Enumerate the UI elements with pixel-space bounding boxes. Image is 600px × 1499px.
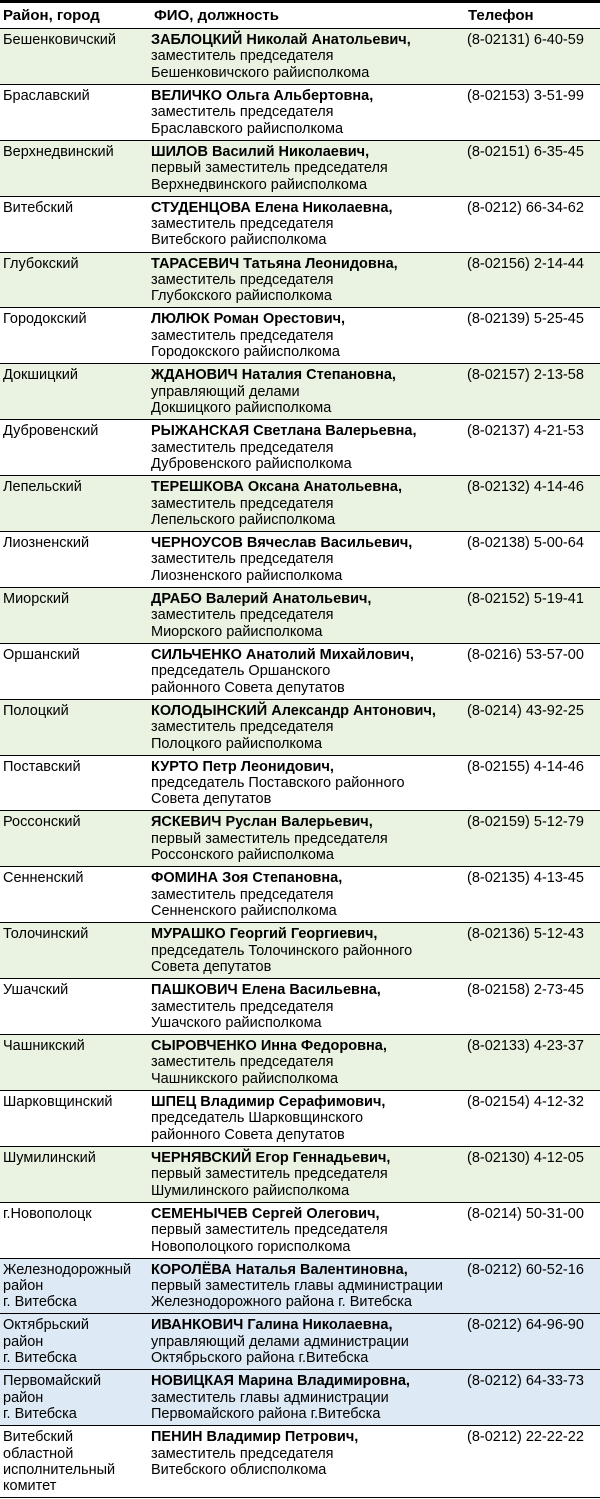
given-names: Василий Николаевич, xyxy=(207,143,370,160)
district-cell: Чашникский xyxy=(3,1038,85,1055)
given-names: Галина Николаевна, xyxy=(243,1317,393,1334)
surname: РЫЖАНСКАЯ xyxy=(151,423,250,440)
name-cell xyxy=(150,144,465,196)
given-names: Зоя Степановна, xyxy=(218,870,343,887)
table-row xyxy=(0,197,600,253)
phone-cell: (8-02135) 4-13-45 xyxy=(467,870,584,887)
surname: СТУДЕНЦОВА xyxy=(151,199,251,216)
phone-cell: (8-02159) 5-12-79 xyxy=(467,814,584,831)
name-cell xyxy=(150,870,465,922)
position-text: заместитель председателя Миорского райисполкома xyxy=(151,607,334,640)
district-cell: Полоцкий xyxy=(3,702,69,719)
surname: ЖДАНОВИЧ xyxy=(151,367,238,384)
given-names: Сергей Олегович, xyxy=(247,1205,380,1222)
district-cell: Бешенковичский xyxy=(3,32,117,48)
phone-cell: (8-0212) 22-22-22 xyxy=(467,1429,584,1446)
table-row xyxy=(0,364,600,420)
position-text: управляющий делами администрации Октябрьского района г.Витебска xyxy=(151,1333,409,1367)
full-name xyxy=(151,1373,465,1389)
surname: НОВИЦКАЯ xyxy=(151,1373,234,1390)
full-name xyxy=(151,1429,465,1445)
table-row xyxy=(0,644,600,700)
surname: СЕМЕНЫЧЕВ xyxy=(151,1205,248,1222)
given-names: Владимир Серафимович, xyxy=(196,1093,386,1110)
full-name xyxy=(151,32,465,48)
given-names: Инна Федоровна, xyxy=(256,1038,387,1055)
surname: ЯСКЕВИЧ xyxy=(151,814,222,831)
surname: КУРТО xyxy=(151,758,199,775)
phone-cell: (8-02132) 4-14-46 xyxy=(467,479,584,496)
name-cell xyxy=(150,1150,465,1202)
full-name xyxy=(151,982,465,998)
surname: ЧЕРНЯВСКИЙ xyxy=(151,1149,252,1166)
position-text: первый заместитель председателя Шумилинского райисполкома xyxy=(151,1166,388,1199)
surname: КОЛОДЫНСКИЙ xyxy=(151,702,268,719)
position-text: первый заместитель председателя Россонского райисполкома xyxy=(151,830,388,864)
full-name xyxy=(151,423,465,439)
full-name xyxy=(151,759,465,775)
surname: ЗАБЛОЦКИЙ xyxy=(151,32,243,48)
position-text: управляющий делами Докшицкого райисполкома xyxy=(151,383,332,417)
name-cell xyxy=(150,88,465,140)
table-header xyxy=(0,3,600,29)
district-cell: Дубровенский xyxy=(3,423,99,440)
phone-cell: (8-02131) 6-40-59 xyxy=(467,32,584,48)
surname: СИЛЬЧЕНКО xyxy=(151,646,242,663)
district-cell: Городокский xyxy=(3,311,87,328)
position-text: председатель Оршанского районного Совета депутатов xyxy=(151,663,345,696)
header-district: Район, город xyxy=(3,7,100,24)
phone-cell: (8-02157) 2-13-58 xyxy=(467,367,584,384)
full-name xyxy=(151,1038,465,1054)
position-text: заместитель председателя Витебского райисполкома xyxy=(151,216,334,249)
table-row xyxy=(0,532,600,588)
given-names: Николай Анатольевич, xyxy=(242,32,411,48)
position-text: первый заместитель председателя Верхнедвинского райисполкома xyxy=(151,160,388,193)
full-name xyxy=(151,479,465,495)
table-row xyxy=(0,811,600,867)
full-name xyxy=(151,367,465,383)
surname: ИВАНКОВИЧ xyxy=(151,1317,244,1334)
given-names: Владимир Петрович, xyxy=(202,1429,359,1446)
table-row xyxy=(0,29,600,85)
given-names: Ольга Альбертовна, xyxy=(222,87,374,104)
table-row xyxy=(0,1091,600,1147)
phone-cell: (8-02137) 4-21-53 xyxy=(467,423,584,440)
district-cell: Ушачский xyxy=(3,982,69,999)
surname: ЛЮЛЮК xyxy=(151,311,210,328)
table-row xyxy=(0,476,600,532)
full-name xyxy=(151,256,465,272)
full-name xyxy=(151,144,465,160)
full-name xyxy=(151,535,465,551)
given-names: Марина Владимировна, xyxy=(233,1373,410,1390)
header-name: ФИО, должность xyxy=(154,7,279,24)
full-name xyxy=(151,591,465,607)
name-cell xyxy=(150,311,465,363)
name-cell xyxy=(150,1373,465,1425)
position-text: заместитель председателя Бешенковичского райисполкома xyxy=(151,48,370,81)
surname: ПАШКОВИЧ xyxy=(151,982,238,999)
table-row xyxy=(0,141,600,197)
table-row xyxy=(0,700,600,756)
given-names: Татьяна Леонидовна, xyxy=(239,255,398,272)
name-cell xyxy=(150,982,465,1034)
given-names: Оксана Анатольевна, xyxy=(243,479,402,496)
position-text: заместитель председателя Сенненского райисполкома xyxy=(151,886,337,920)
name-cell xyxy=(150,256,465,308)
name-cell xyxy=(150,703,465,755)
district-cell: Оршанский xyxy=(3,646,80,663)
name-cell xyxy=(150,1206,465,1258)
district-cell: Витебский xyxy=(3,199,74,216)
position-text: заместитель председателя Полоцкого райисполкома xyxy=(151,719,334,752)
district-cell: Лепельский xyxy=(3,479,82,496)
position-text: заместитель председателя Дубровенского райисполкома xyxy=(151,439,352,473)
surname: ШПЕЦ xyxy=(151,1093,197,1110)
surname: ТАРАСЕВИЧ xyxy=(151,255,240,272)
table-row xyxy=(0,85,600,141)
position-text: заместитель председателя Витебского облисполкома xyxy=(151,1445,334,1479)
full-name xyxy=(151,1317,465,1333)
table-row xyxy=(0,1035,600,1091)
full-name xyxy=(151,311,465,327)
surname: ДРАБО xyxy=(151,590,202,607)
district-cell: Сенненский xyxy=(3,870,84,887)
table-row xyxy=(0,308,600,364)
full-name xyxy=(151,1150,465,1166)
name-cell xyxy=(150,479,465,531)
given-names: Александр Антонович, xyxy=(267,702,436,719)
name-cell xyxy=(150,1429,465,1497)
full-name xyxy=(151,814,465,830)
given-names: Светлана Валерьевна, xyxy=(249,423,417,440)
position-text: председатель Шарковщинского районного Совета депутатов xyxy=(151,1110,364,1143)
position-text: заместитель председателя Лепельского райисполкома xyxy=(151,495,336,528)
name-cell xyxy=(150,1038,465,1090)
name-cell xyxy=(150,647,465,699)
name-cell xyxy=(150,591,465,643)
district-cell: Браславский xyxy=(3,87,90,104)
surname: ШИЛОВ xyxy=(151,143,208,160)
position-text: первый заместитель председателя Новополоцкого горисполкома xyxy=(151,1222,388,1255)
phone-cell: (8-02153) 3-51-99 xyxy=(467,87,584,104)
table-row xyxy=(0,1203,600,1259)
name-cell xyxy=(150,1262,465,1314)
phone-cell: (8-02156) 2-14-44 xyxy=(467,255,584,272)
position-text: первый заместитель главы администрации Железнодорожного района г. Витебска xyxy=(151,1278,443,1311)
name-cell xyxy=(150,367,465,419)
table-row xyxy=(0,1370,600,1426)
position-text: заместитель председателя Браславского райисполкома xyxy=(151,104,344,137)
position-text: заместитель главы администрации Первомайского района г.Витебска xyxy=(151,1389,389,1423)
table-row xyxy=(0,1259,600,1315)
district-cell: Первомайский район г. Витебска xyxy=(3,1373,102,1423)
district-cell: Витебский областной исполнительный комитет xyxy=(3,1429,116,1495)
district-cell: Миорский xyxy=(3,590,70,607)
header-phone: Телефон xyxy=(468,7,534,24)
table-row xyxy=(0,1314,600,1370)
given-names: Руслан Валерьевич, xyxy=(221,814,373,831)
phone-cell: (8-02136) 5-12-43 xyxy=(467,926,584,943)
phone-cell: (8-02130) 4-12-05 xyxy=(467,1149,584,1166)
full-name xyxy=(151,88,465,104)
surname: КОРОЛЁВА xyxy=(151,1261,232,1278)
given-names: Петр Леонидович, xyxy=(198,758,334,775)
given-names: Георгий Георгиевич, xyxy=(225,926,378,943)
full-name xyxy=(151,703,465,719)
given-names: Вячеслав Васильевич, xyxy=(242,535,413,552)
district-cell: Поставский xyxy=(3,758,81,775)
surname: ВЕЛИЧКО xyxy=(151,87,223,104)
table-row xyxy=(0,588,600,644)
phone-cell: (8-0214) 43-92-25 xyxy=(467,702,584,719)
given-names: Анатолий Михайлович, xyxy=(241,646,414,663)
district-cell: Шумилинский xyxy=(3,1149,96,1166)
full-name xyxy=(151,926,465,942)
district-cell: Октябрьский район г. Витебска xyxy=(3,1317,89,1367)
table-row xyxy=(0,756,600,812)
phone-cell: (8-0212) 66-34-62 xyxy=(467,199,584,216)
phone-cell: (8-02154) 4-12-32 xyxy=(467,1093,584,1110)
surname: ТЕРЕШКОВА xyxy=(151,479,244,496)
full-name xyxy=(151,1094,465,1110)
district-cell: Железнодорожный район г. Витебска xyxy=(3,1261,132,1311)
phone-cell: (8-02152) 5-19-41 xyxy=(467,590,584,607)
name-cell xyxy=(150,926,465,978)
surname: ЧЕРНОУСОВ xyxy=(151,535,243,552)
position-text: председатель Толочинского районного Совета депутатов xyxy=(151,942,413,976)
phone-cell: (8-02158) 2-73-45 xyxy=(467,982,584,999)
full-name xyxy=(151,870,465,886)
full-name xyxy=(151,1262,465,1278)
position-text: заместитель председателя Глубокского райисполкома xyxy=(151,271,334,305)
surname: СЫРОВЧЕНКО xyxy=(151,1038,257,1055)
name-cell xyxy=(150,759,465,811)
given-names: Егор Геннадьевич, xyxy=(251,1149,391,1166)
phone-cell: (8-02151) 6-35-45 xyxy=(467,143,584,160)
table-row xyxy=(0,420,600,476)
given-names: Валерий Анатольевич, xyxy=(201,590,372,607)
table-row xyxy=(0,1147,600,1203)
district-cell: Глубокский xyxy=(3,255,79,272)
district-cell: г.Новополоцк xyxy=(3,1205,92,1222)
position-text: заместитель председателя Ушачского райисполкома xyxy=(151,998,334,1031)
district-cell: Толочинский xyxy=(3,926,89,943)
name-cell xyxy=(150,32,465,84)
full-name xyxy=(151,1206,465,1222)
district-cell: Шарковщинский xyxy=(3,1093,113,1110)
given-names: Роман Орестович, xyxy=(209,311,346,328)
name-cell xyxy=(150,423,465,475)
phone-cell: (8-02133) 4-23-37 xyxy=(467,1038,584,1055)
position-text: заместитель председателя Лиозненского райисполкома xyxy=(151,551,343,584)
surname: ФОМИНА xyxy=(151,870,219,887)
given-names: Елена Николаевна, xyxy=(250,199,393,216)
position-text: заместитель председателя Городокского райисполкома xyxy=(151,327,340,361)
table-row xyxy=(0,979,600,1035)
district-cell: Верхнедвинский xyxy=(3,143,114,160)
phone-cell: (8-0214) 50-31-00 xyxy=(467,1205,584,1222)
phone-cell: (8-02138) 5-00-64 xyxy=(467,535,584,552)
phone-cell: (8-0212) 64-33-73 xyxy=(467,1373,584,1390)
full-name xyxy=(151,647,465,663)
name-cell xyxy=(150,1317,465,1369)
phone-cell: (8-02155) 4-14-46 xyxy=(467,758,584,775)
surname: ПЕНИН xyxy=(151,1429,203,1446)
table-row xyxy=(0,253,600,309)
district-cell: Лиозненский xyxy=(3,535,90,552)
surname: МУРАШКО xyxy=(151,926,226,943)
full-name xyxy=(151,200,465,216)
table-row xyxy=(0,1426,600,1498)
position-text: заместитель председателя Чашникского райисполкома xyxy=(151,1054,339,1087)
position-text: председатель Поставского районного Совета депутатов xyxy=(151,774,405,808)
table-row xyxy=(0,867,600,923)
phone-cell: (8-02139) 5-25-45 xyxy=(467,311,584,328)
phone-cell: (8-0216) 53-57-00 xyxy=(467,646,584,663)
given-names: Наталья Валентиновна, xyxy=(231,1261,408,1278)
given-names: Елена Васильевна, xyxy=(237,982,381,999)
district-cell: Докшицкий xyxy=(3,367,78,384)
name-cell xyxy=(150,814,465,866)
name-cell xyxy=(150,200,465,252)
name-cell xyxy=(150,1094,465,1146)
given-names: Наталия Степановна, xyxy=(237,367,396,384)
table-body xyxy=(0,29,600,1498)
table-row xyxy=(0,923,600,979)
district-cell: Россонский xyxy=(3,814,81,831)
phone-cell: (8-0212) 64-96-90 xyxy=(467,1317,584,1334)
phone-cell: (8-0212) 60-52-16 xyxy=(467,1261,584,1278)
name-cell xyxy=(150,535,465,587)
